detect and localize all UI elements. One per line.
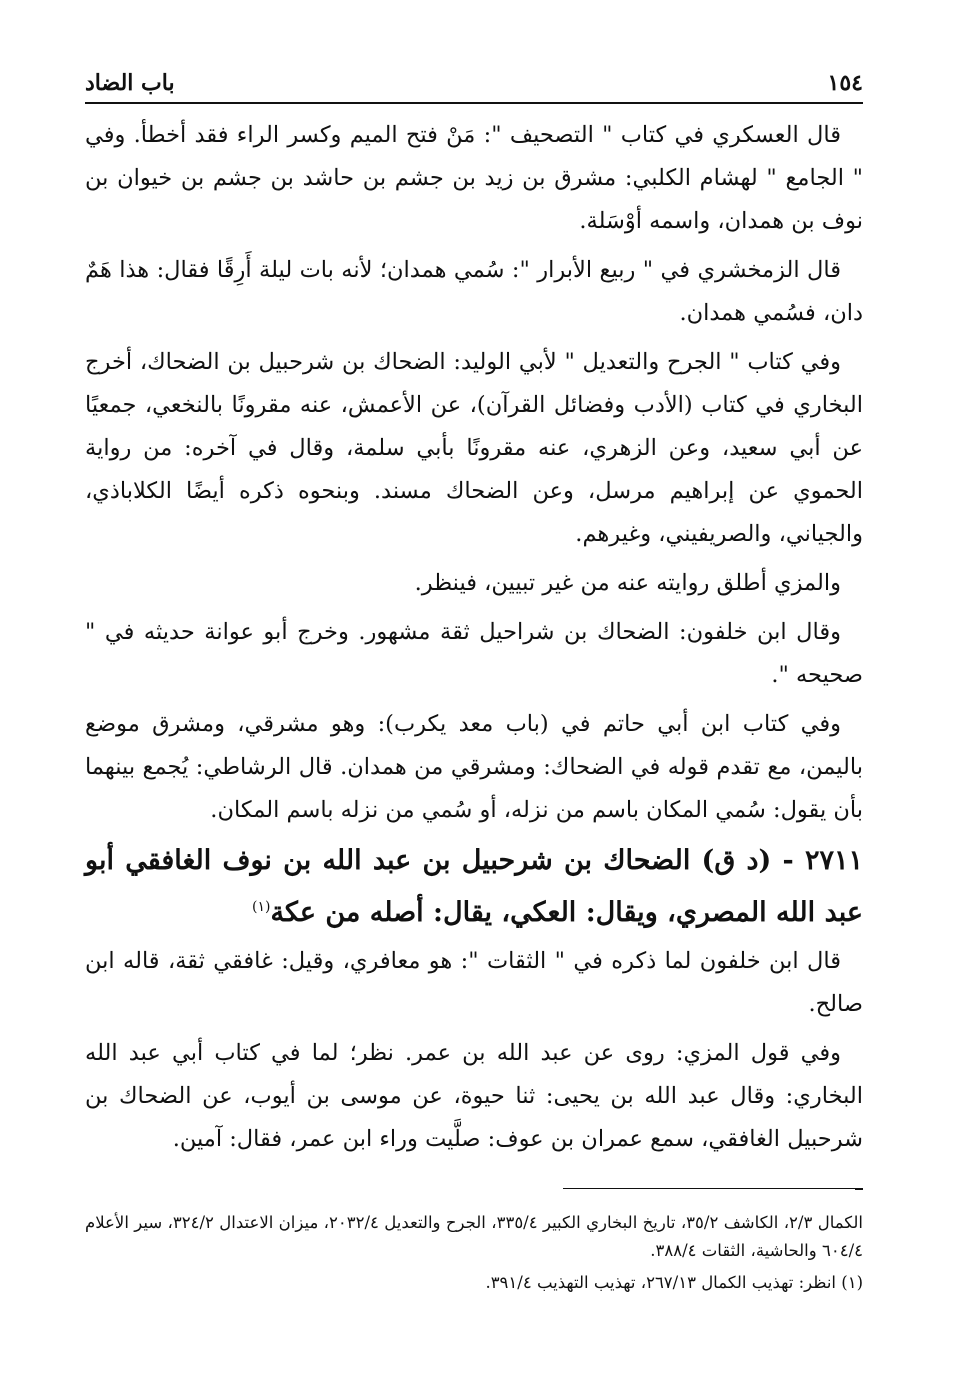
chapter-title: باب الضاد [85, 70, 175, 96]
footnote-ref: (١) [252, 899, 271, 915]
footnote: (١) انظر: تهذيب الكمال ٢٦٧/١٣، تهذيب التهذيب ٣٩١/٤. [485, 1273, 863, 1292]
paragraph: وفي قول المزي: روى عن عبد الله بن عمر. نظر؛ لما في كتاب أبي عبد الله البخاري: وقال عبد الله بن يحيى: ثنا حيوة، عن موسى بن أيوب، عن الضحاك بن شرحبيل الغافقي، سمع عمران بن عوف: صلَّيت وراء ابن عمر، فقال: آمين. [85, 1040, 863, 1152]
entry-heading-text: ٢٧١١ - (د ق) الضحاك بن شرحبيل بن عبد الله بن نوف الغافقي أبو عبد الله المصري، ويقال: العكي، يقال: أصله من عكة [85, 845, 863, 928]
main-text [85, 114, 863, 1161]
footnote-marker-dash [855, 1188, 863, 1190]
entry-heading [85, 838, 863, 936]
paragraph: وقال ابن خلفون: الضحاك بن شراحيل ثقة مشهور. وخرج أبو عوانة حديثه في " صحيحه ". [85, 619, 863, 688]
paragraph: والمزي أطلق روايته عنه من غير تبيين، فينظر. [414, 570, 841, 596]
footnotes [85, 1188, 863, 1301]
paragraph: قال الزمخشري في " ربيع الأبرار ": سُمي همدان؛ لأنه بات ليلة أَرِقًا فقال: هذا هَمٌ دان، فسُمي همدان. [85, 257, 863, 326]
paragraph: وفي كتاب ابن أبي حاتم في (باب معد يكرب): وهو مشرقي، ومشرق موضع باليمن، مع تقدم قوله في الضحاك: ومشرقي من همدان. قال الرشاطي: يُجمع بينهما بأن يقول: سُمي المكان باسم من نزله، أو سُمي من نزله باسم المكان. [85, 711, 863, 823]
page [85, 62, 863, 1167]
paragraph: قال ابن خلفون لما ذكره في " الثقات ": هو معافري، وقيل: غافقي ثقة، قاله ابن صالح. [85, 948, 863, 1017]
footnote: الكمال ٢/٣، الكاشف ٣٥/٢، تاريخ البخاري الكبير ٣٣٥/٤، الجرح والتعديل ٢٠٣٢/٤، ميزان الاعتدال ٣٢٤/٢، سير الأعلام ٦٠٤/٤ والحاشية، الثقات ٣٨٨/٤. [85, 1213, 863, 1260]
page-number: ١٥٤ [827, 70, 863, 96]
page-header [85, 62, 863, 104]
paragraph: قال العسكري في كتاب " التصحيف ": مَنْ فتح الميم وكسر الراء فقد أخطأ. وفي " الجامع " لهشام الكلبي: مشرق بن زيد بن جشم بن حاشد بن جشم بن خيوان بن نوف بن همدان، واسمه أوْسَلة. [85, 122, 863, 234]
paragraph: وفي كتاب " الجرح والتعديل " لأبي الوليد: الضحاك بن شرحبيل بن الضحاك، أخرج البخاري في كتاب (الأدب وفضائل القرآن)، عن الأعمش، عنه مقرونًا بالنخعي، جمعيًا عن أبي سعيد، وعن الزهري، عنه مقرونًا بأبي سلمة، وقال في آخره: من رواية الحموي عن إبراهيم مرسل، وعن الضحاك مسند. وبنحوه ذكره أيضًا الكلاباذي، والجياني، والصريفيني، وغيرهم. [85, 349, 863, 547]
footnote-divider [563, 1188, 863, 1189]
